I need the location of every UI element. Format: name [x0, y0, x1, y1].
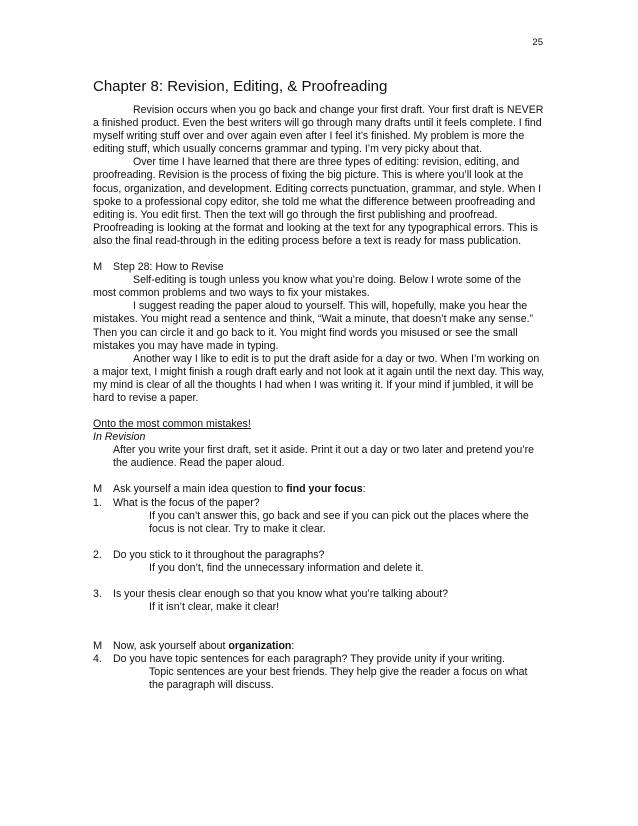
page-content — [93, 78, 545, 693]
organization-heading — [93, 640, 545, 653]
mistakes-heading: Onto the most common mistakes! — [93, 418, 251, 431]
list-question: What is the focus of the paper? — [113, 496, 260, 509]
revision-text: After you write your first draft, set it aside. Print it out a day or two later and pretend you’re the audience. Read the paper aloud. — [113, 444, 535, 470]
list-item — [93, 653, 545, 666]
bullet-icon: M — [93, 261, 103, 274]
page-number: 25 — [532, 37, 543, 48]
list-question: Do you have topic sentences for each paragraph? They provide unity if your writing. — [113, 653, 505, 666]
list-question: Is your thesis clear enough so that you know what you’re talking about? — [113, 588, 449, 600]
bullet-icon: M — [93, 640, 103, 653]
step-28-heading — [93, 261, 545, 274]
focus-lead: Ask yourself a main idea question to — [113, 483, 287, 496]
list-item — [93, 588, 545, 601]
list-answer: If you don’t, find the unnecessary information and delete it. — [149, 561, 424, 574]
bullet-icon: M — [93, 483, 103, 496]
list-question: Do you stick to it throughout the paragraphs? — [113, 548, 325, 561]
list-number: 3. — [93, 588, 102, 600]
step-28-paragraph-2: I suggest reading the paper aloud to yourself. This will, hopefully, make you hear the mistakes. You might read a sentence and think, “Wait a minute, that doesn’t make any sense.” Then you can circle it and go back to it. You might find words you misused or see the small mistakes you may have made in typing. — [93, 300, 534, 352]
organization-tail: : — [291, 640, 295, 653]
chapter-title: Chapter 8: Revision, Editing, & Proofreading — [93, 78, 388, 95]
list-answer: If it isn’t clear, make it clear! — [149, 601, 280, 614]
list-number: 1. — [93, 496, 102, 509]
focus-bold: find your focus — [286, 483, 363, 496]
step-28-paragraph-1: Self-editing is tough unless you know what you’re doing. Below I wrote some of the most common problems and two ways to fix your mistakes. — [93, 274, 522, 300]
organization-bold: organization — [228, 640, 292, 653]
list-item — [93, 497, 545, 510]
step-28-heading-text: Step 28: How to Revise — [113, 261, 224, 274]
list-item — [93, 549, 545, 562]
organization-lead: Now, ask yourself about — [113, 640, 229, 653]
step-28-paragraph-3: Another way I like to edit is to put the draft aside for a day or two. When I’m working on a major text, I might finish a rough draft early and not look at it again until the next day. This way, my mind is clear of all the thoughts I had when I was writing it. If your mind if jumbled, it will be hard to revise a paper. — [93, 352, 545, 404]
focus-heading — [93, 483, 545, 496]
intro-paragraph-2: Over time I have learned that there are three types of editing: revision, editing, and proofreading. Revision is the process of fixing the big picture. This is where you’ll look at the focus, organization, and development. Editing corrects punctuation, grammar, and style. When I spoke to a professional copy editor, she told me what the difference between proofreading and editing is. You edit first. Then the text will go through the first publishing and proofread. Proofreading is looking at the format and looking at the text for any typographical errors. This is also the final read-through in the editing process before a text is ready for mass publication. — [93, 156, 542, 247]
list-number: 4. — [93, 653, 102, 666]
list-answer: Topic sentences are your best friends. They help give the reader a focus on what the paragraph will discuss. — [149, 666, 528, 692]
revision-subheading: In Revision — [93, 431, 146, 444]
list-answer: If you can’t answer this, go back and see if you can pick out the places where the focus is not clear. Try to make it clear. — [149, 509, 529, 535]
focus-tail: : — [362, 483, 366, 496]
list-number: 2. — [93, 548, 102, 561]
intro-paragraph-1: Revision occurs when you go back and change your first draft. Your first draft is NEVER a finished product. Even the best writers will go through many drafts until it feels complete. I find myself writing stuff over and over again even after I feel it’s finished. My problem is more the editing stuff, which usually concerns grammar and typing. I’m very picky about that. — [93, 104, 544, 156]
